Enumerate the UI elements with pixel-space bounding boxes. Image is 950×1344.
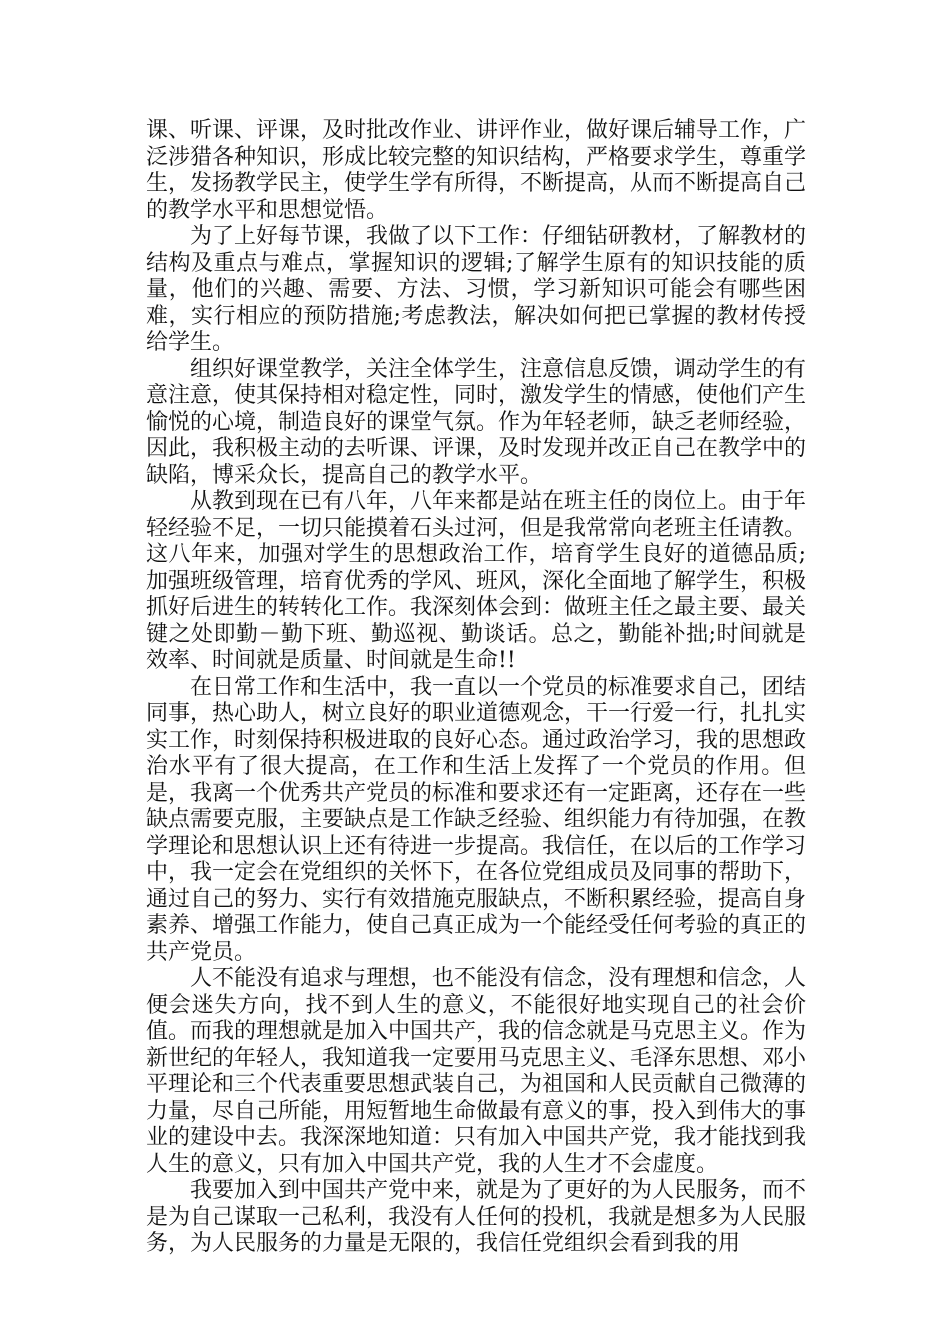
document-page	[146, 118, 806, 1258]
paragraph-7: 我要加入到中国共产党中来，就是为了更好的为人民服务，而不是为自己谋取一己私利，我没有人任何的投机，我就是想多为人民服务，为人民服务的力量是无限的，我信任党组织会看到我的用	[146, 1178, 807, 1256]
paragraph-3: 组织好课堂教学，关注全体学生，注意信息反馈，调动学生的有意注意，使其保持相对稳定性，同时，激发学生的情感，使他们产生愉悦的心境，制造良好的课堂气氛。作为年轻老师，缺乏老师经验，因此，我积极主动的去听课、评课，及时发现并改正自己在教学中的缺陷，博采众长，提高自己的教学水平。	[146, 356, 807, 488]
paragraph-4: 从教到现在已有八年，八年来都是站在班主任的岗位上。由于年轻经验不足，一切只能摸着石头过河，但是我常常向老班主任请教。这八年来，加强对学生的思想政治工作，培育学生良好的道德品质;加强班级管理，培育优秀的学风、班风，深化全面地了解学生，积极抓好后进生的转转化工作。我深刻体会到：做班主任之最主要、最关键之处即勤－勤下班、勤巡视、勤谈话。总之，勤能补拙;时间就是效率、时间就是质量、时间就是生命!!	[146, 489, 807, 673]
paragraph-1: 课、听课、评课，及时批改作业、讲评作业，做好课后辅导工作，广泛涉猎各种知识，形成比较完整的知识结构，严格要求学生，尊重学生，发扬教学民主，使学生学有所得，不断提高，从而不断提高自己的教学水平和思想觉悟。	[146, 118, 807, 223]
paragraph-5: 在日常工作和生活中，我一直以一个党员的标准要求自己，团结同事，热心助人，树立良好的职业道德观念，干一行爱一行，扎扎实实工作，时刻保持积极进取的良好心态。通过政治学习，我的思想政治水平有了很大提高，在工作和生活上发挥了一个党员的作用。但是，我离一个优秀共产党员的标准和要求还有一定距离，还存在一些缺点需要克服，主要缺点是工作缺乏经验、组织能力有待加强，在教学理论和思想认识上还有待进一步提高。我信任，在以后的工作学习中，我一定会在党组织的关怀下，在各位党组成员及同事的帮助下，通过自己的努力、实行有效措施克服缺点，不断积累经验，提高自身素养、增强工作能力，使自己真正成为一个能经受任何考验的真正的共产党员。	[146, 674, 807, 965]
paragraph-6: 人不能没有追求与理想，也不能没有信念，没有理想和信念，人便会迷失方向，找不到人生的意义，不能很好地实现自己的社会价值。而我的理想就是加入中国共产，我的信念就是马克思主义。作为新世纪的年轻人，我知道我一定要用马克思主义、毛泽东思想、邓小平理论和三个代表重要思想武装自己，为祖国和人民贡献自己微薄的力量，尽自己所能，用短暂地生命做最有意义的事，投入到伟大的事业的建设中去。我深深地知道：只有加入中国共产党，我才能找到我人生的意义，只有加入中国共产党，我的人生才不会虚度。	[146, 966, 807, 1177]
paragraph-2: 为了上好每节课，我做了以下工作：仔细钻研教材，了解教材的结构及重点与难点，掌握知识的逻辑;了解学生原有的知识技能的质量，他们的兴趣、需要、方法、习惯，学习新知识可能会有哪些困难，实行相应的预防措施;考虑教法，解决如何把已掌握的教材传授给学生。	[146, 224, 807, 355]
